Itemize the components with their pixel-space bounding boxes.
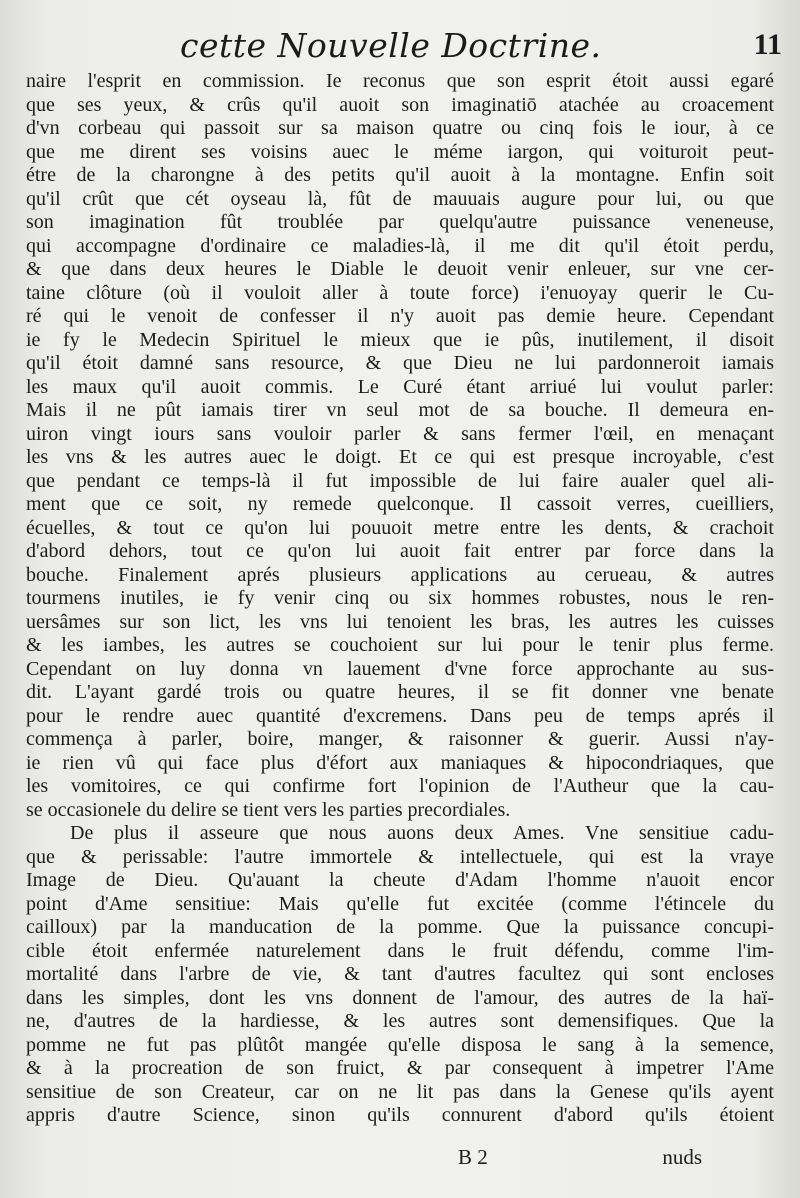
text-line: son imagination fût troublée par quelqu'autre puissance veneneuse,	[26, 211, 774, 233]
text-line: que pendant ce temps-là il fut impossible de lui faire aualer quel ali-	[26, 469, 774, 492]
text-line: Mais il ne pût iamais tirer vn seul mot de sa bouche. Il demeura en-	[26, 399, 774, 421]
text-line: uiron vingt iours sans vouloir parler & sans fermer l'œil, en menaçant	[26, 422, 774, 445]
text-line: les maux qu'il auoit commis. Le Curé étant arriué lui voulut parler:	[26, 375, 774, 398]
text-line: commença à parler, boire, manger, & raisonner & guerir. Aussi n'ay-	[26, 728, 774, 750]
text-line: ie rien vû qui face plus d'éfort aux maniaques & hipocondriaques, que	[26, 751, 774, 774]
paragraph-start-line: De plus il asseure que nous auons deux Ames. Vne sensitiue cadu-	[70, 822, 774, 844]
text-line: que me dirent ses voisins auec le méme iargon, qui voituroit peut-	[26, 140, 774, 163]
text-line: tourmens inutiles, ie fy venir cinq ou six hommes robustes, nous le ren-	[26, 587, 774, 609]
text-line: les vomitoires, ce qui confirme fort l'opinion de l'Autheur que la cau-	[26, 775, 774, 797]
signature-mark: B 2	[458, 1145, 488, 1169]
text-line: pomme ne fut pas plûtôt mangée qu'elle disposa le sang à la semence,	[26, 1033, 774, 1056]
paragraph-end-line: se occasionele du delire se tient vers les parties precordiales.	[26, 798, 511, 821]
text-line: bouche. Finalement aprés plusieurs applications au cerueau, & autres	[26, 563, 774, 586]
text-line: mortalité dans l'arbre de vie, & tant d'autres facultez qui sont encloses	[26, 963, 774, 985]
text-line: ie fy le Medecin Spirituel le mieux que ie pûs, inutilement, il disoit	[26, 328, 774, 351]
page-footer	[0, 1141, 800, 1181]
body-text	[26, 70, 774, 1128]
text-line: cible étoit enfermée naturelement dans le fruit défendu, comme l'im-	[26, 939, 774, 962]
text-line: cailloux) par la manducation de la pomme. Que la puissance concupi-	[26, 916, 774, 938]
text-line: uersâmes sur son lict, les vns lui tenoient les bras, les autres les cuisses	[26, 610, 774, 633]
text-line: taine clôture (où il vouloit aller à toute force) i'enuoyay querir le Cu-	[26, 281, 774, 304]
text-line: & que dans deux heures le Diable le deuoit venir enleuer, sur vne cer-	[26, 258, 774, 280]
text-line: les vns & les autres auec le doigt. Et ce qui est presque incroyable, c'est	[26, 446, 774, 468]
text-line: qu'il étoit damné sans resource, & que Dieu ne lui pardonneroit iamais	[26, 352, 774, 374]
text-line: d'abord dehors, tout ce qu'on lui auoit fait entrer par force dans la	[26, 540, 774, 562]
text-line: & les iambes, les autres se couchoient sur lui pour le tenir plus ferme.	[26, 634, 774, 656]
text-line: ment que ce soit, ny remede quelconque. Il cassoit verres, cueilliers,	[26, 493, 774, 515]
text-line: naire l'esprit en commission. Ie reconus que son esprit étoit aussi egaré	[26, 70, 774, 92]
running-title: cette Nouvelle Doctrine.	[180, 26, 602, 65]
text-line: qui accompagne d'ordinaire ce maladies-là, il me dit qu'il étoit perdu,	[26, 234, 774, 257]
running-head	[0, 22, 800, 66]
text-line: Cependant on luy donna vn lauement d'vne force approchante au sus-	[26, 657, 774, 680]
text-line: ré qui le venoit de confesser il n'y auoit pas demie heure. Cependant	[26, 305, 774, 327]
catchword: nuds	[662, 1145, 702, 1169]
text-line: d'vn corbeau qui passoit sur sa maison quatre ou cinq fois le iour, à ce	[26, 117, 774, 139]
text-line: point d'Ame sensitiue: Mais qu'elle fut excitée (comme l'étincele du	[26, 892, 774, 915]
text-line: étre de la charongne à des petits qu'il auoit à la montagne. Enfin soit	[26, 164, 774, 186]
text-line: & à la procreation de son fruict, & par consequent à impetrer l'Ame	[26, 1057, 774, 1079]
text-line: pour le rendre auec quantité d'excremens. Dans peu de temps aprés il	[26, 704, 774, 727]
page-number: 11	[753, 28, 782, 61]
text-line: dit. L'ayant gardé trois ou quatre heures, il se fit donner vne benate	[26, 681, 774, 703]
text-line: dans les simples, dont les vns donnent de l'amour, des autres de la haï-	[26, 986, 774, 1009]
text-line: écuelles, & tout ce qu'on lui pouuoit metre entre les dents, & crachoit	[26, 516, 774, 539]
text-line: Image de Dieu. Qu'auant la cheute d'Adam l'homme n'auoit encor	[26, 869, 774, 891]
text-line: ne, d'autres de la hardiesse, & les autres sont demensifiques. Que la	[26, 1010, 774, 1032]
text-line: que & perissable: l'autre immortele & intellectuele, qui est la vraye	[26, 845, 774, 868]
text-line: sensitiue de son Createur, car on ne lit pas dans la Genese qu'ils ayent	[26, 1080, 774, 1103]
text-line: que ses yeux, & crûs qu'il auoit son imaginatiō atachée au croacement	[26, 93, 774, 116]
text-line: qu'il crût que cét oyseau là, fût de mauuais augure pour lui, ou que	[26, 187, 774, 210]
text-line: appris d'autre Science, sinon qu'ils connurent d'abord qu'ils étoient	[26, 1104, 774, 1126]
